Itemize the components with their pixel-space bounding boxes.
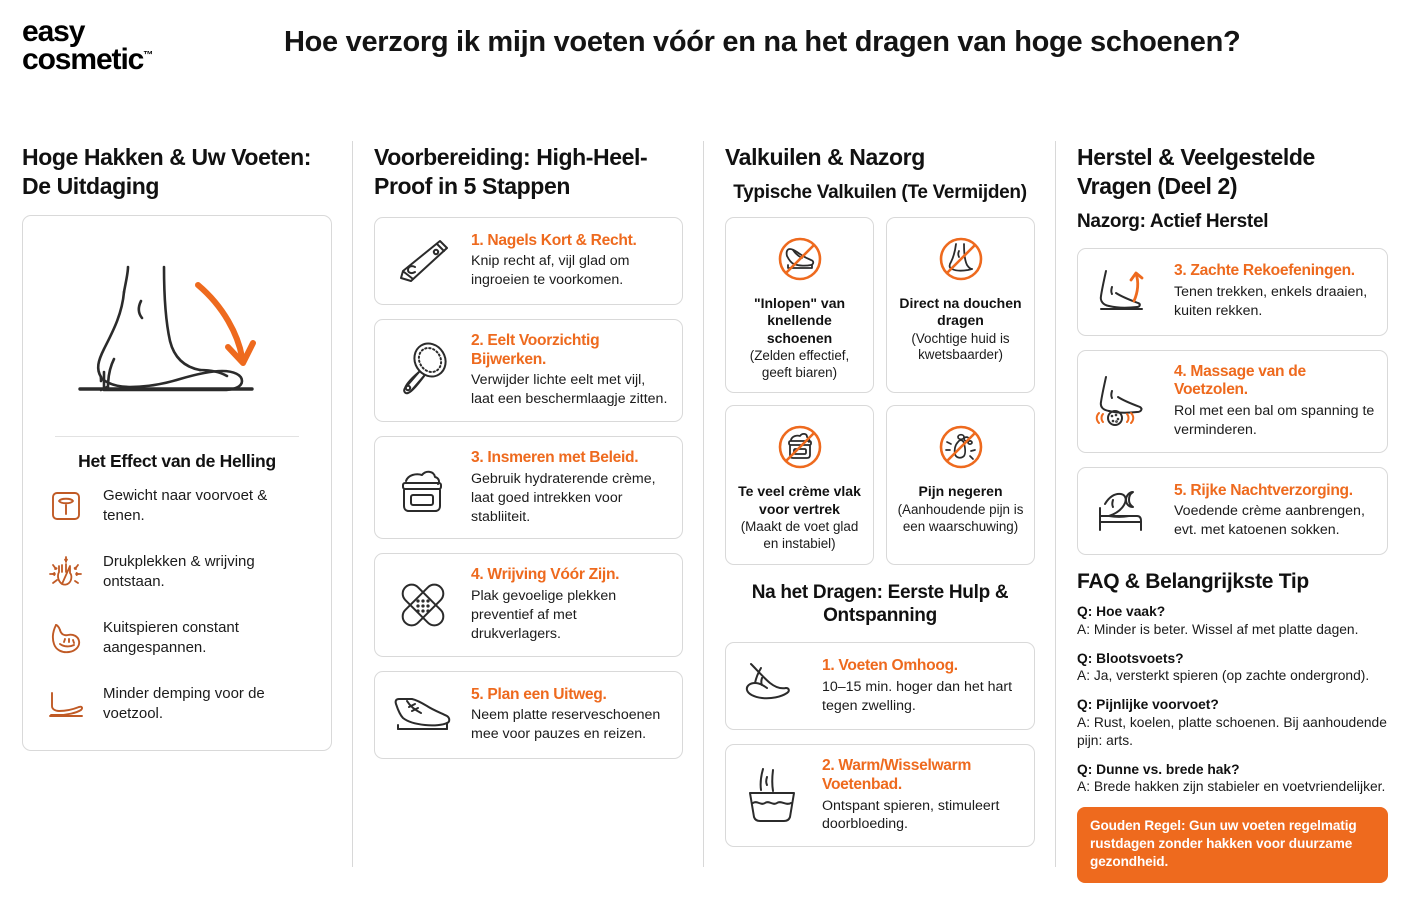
step-description: Knip recht af, vijl glad om ingroeien te voorkomen. xyxy=(471,253,630,289)
page-title: Hoe verzorg ik mijn voeten vóór en na het dragen van hoge schoenen? xyxy=(284,26,1241,58)
step-description: Ontspant spieren, stimuleert doorbloeding. xyxy=(822,797,1000,833)
step-title: 5. Plan een Uitweg. xyxy=(471,685,607,703)
pitfall-note: (Maakt de voet glad en instabiel) xyxy=(740,519,859,552)
pitfall-note: (Vochtige huid is kwetsbaarder) xyxy=(911,330,1010,363)
faq-question: Q: Pijnlijke voorvoet? xyxy=(1077,697,1219,713)
aftercare-section-title: Na het Dragen: Eerste Hulp & Ontspanning xyxy=(751,581,1009,627)
column1-title: Hoge Hakken & Uw Voeten: De Uitdaging xyxy=(22,144,312,199)
aftercare-step-card xyxy=(725,642,1035,730)
list-item xyxy=(43,682,313,726)
pitfall-card xyxy=(725,217,874,394)
step-description: Tenen trekken, enkels draaien, kuiten rekken. xyxy=(1174,284,1368,320)
step-title: 2. Eelt Voorzichtig Bijwerken. xyxy=(471,331,600,368)
foot-bath-basin-icon xyxy=(736,765,812,827)
step-card xyxy=(374,217,683,305)
list-item-label: Kuitspieren constant aangespannen. xyxy=(103,618,239,656)
step-title: 4. Wrijving Vóór Zijn. xyxy=(471,566,620,584)
step-title: 2. Warm/Wisselwarm Voetenbad. xyxy=(822,757,972,793)
pitfall-title: Te veel crème vlak voor vertrek xyxy=(738,483,861,517)
foot-sole-icon xyxy=(43,682,89,726)
list-item xyxy=(43,484,313,528)
column-recovery-faq xyxy=(1055,135,1408,885)
no-pain-foot-icon xyxy=(895,418,1026,476)
nail-clipper-icon xyxy=(385,230,461,292)
step-card xyxy=(374,319,683,422)
foot-stretch-arrow-icon xyxy=(1088,261,1164,323)
faq-item xyxy=(1077,761,1388,797)
step-description: Neem platte reserveschoenen mee voor pauzes en reizen. xyxy=(471,707,661,743)
step-title: 1. Voeten Omhoog. xyxy=(822,656,958,674)
column3-title: Valkuilen & Nazorg xyxy=(725,144,925,170)
pressure-friction-hand-icon xyxy=(43,550,89,594)
flexed-muscle-icon xyxy=(43,616,89,660)
step-title: 3. Insmeren met Beleid. xyxy=(471,449,639,467)
hero-subtitle: Het Effect van de Helling xyxy=(78,450,276,471)
faq-list xyxy=(1077,603,1388,796)
recovery-step-card xyxy=(1077,350,1388,453)
pitfall-card xyxy=(886,217,1035,394)
column4-title: Herstel & Veelgestelde Vragen (Deel 2) xyxy=(1077,144,1315,199)
brand-logo-line2: cosmetic xyxy=(22,42,144,76)
cream-jar-icon xyxy=(385,457,461,519)
pitfall-card xyxy=(886,405,1035,564)
high-heel-shoe-with-down-arrow-icon xyxy=(37,232,317,428)
faq-answer: A: Brede hakken zijn stabieler en voetvriendelijker. xyxy=(1077,779,1386,795)
step-description: Verwijder lichte eelt met vijl, laat een beschermlaagje zitten. xyxy=(471,372,668,408)
pitfall-card xyxy=(725,405,874,564)
list-item xyxy=(43,550,313,594)
bathroom-scale-icon xyxy=(43,484,89,528)
step-description: 10–15 min. hoger dan het hart tegen zwelling. xyxy=(822,678,1013,714)
column-preparation xyxy=(352,135,703,885)
faq-answer: A: Ja, versterkt spieren (op zachte ondergrond). xyxy=(1077,668,1370,684)
column-challenge xyxy=(0,135,352,885)
faq-section-title: FAQ & Belangrijkste Tip xyxy=(1077,569,1309,593)
foot-in-bed-moon-icon xyxy=(1088,480,1164,542)
list-item-label: Minder demping voor de voetzool. xyxy=(103,684,265,722)
step-description: Voedende crème aanbrengen, evt. met katoenen sokken. xyxy=(1174,503,1365,539)
step-card xyxy=(374,553,683,656)
faq-question: Q: Hoe vaak? xyxy=(1077,604,1166,620)
faq-question: Q: Dunne vs. brede hak? xyxy=(1077,761,1240,777)
faq-question: Q: Blootsvoets? xyxy=(1077,650,1184,666)
no-wet-foot-icon xyxy=(895,230,1026,288)
pitfall-title: "Inlopen" van knellende schoenen xyxy=(753,294,846,346)
step-description: Rol met een bal om spanning te verminderen. xyxy=(1174,403,1375,438)
heel-challenge-card xyxy=(22,215,332,751)
pitfall-title: Direct na douchen dragen xyxy=(899,294,1022,329)
faq-answer: A: Rust, koelen, platte schoenen. Bij aanhoudende pijn: arts. xyxy=(1077,714,1387,748)
foot-file-icon xyxy=(385,340,461,402)
effects-list xyxy=(37,484,317,726)
step-title: 4. Massage van de Voetzolen. xyxy=(1174,362,1306,399)
step-description: Plak gevoelige plekken preventief af met drukverlagers. xyxy=(471,588,617,642)
foot-on-pillow-icon xyxy=(736,655,812,717)
brand-logo-line1: easy xyxy=(22,15,85,48)
pitfall-note: (Aanhoudende pijn is een waarschuwing) xyxy=(897,501,1024,534)
faq-item xyxy=(1077,650,1388,686)
recovery-step-card xyxy=(1077,467,1388,555)
recovery-step-card xyxy=(1077,248,1388,336)
faq-item xyxy=(1077,603,1388,639)
pitfalls-grid xyxy=(725,217,1035,565)
bandage-plaster-icon xyxy=(385,574,461,636)
golden-rule-banner: Gouden Regel: Gun uw voeten regelmatig rustdagen zonder hakken voor duurzame gezondheid. xyxy=(1077,807,1388,882)
step-card xyxy=(374,436,683,539)
flat-shoe-icon xyxy=(385,684,461,746)
faq-answer: A: Minder is beter. Wissel af met platte dagen. xyxy=(1077,621,1359,637)
list-item-label: Gewicht naar voorvoet & tenen. xyxy=(103,486,268,524)
recovery-section-title: Nazorg: Actief Herstel xyxy=(1077,210,1269,232)
list-item-label: Drukplekken & wrijving ontstaan. xyxy=(103,552,255,590)
pitfall-title: Pijn negeren xyxy=(918,483,1003,500)
pitfall-note: (Zelden effectief, geeft biaren) xyxy=(749,348,850,380)
aftercare-step-card xyxy=(725,744,1035,847)
column-pitfalls xyxy=(703,135,1055,885)
step-title: 3. Zachte Rekoefeningen. xyxy=(1174,262,1355,280)
step-card xyxy=(374,671,683,759)
page-header xyxy=(0,0,1408,135)
hero-divider xyxy=(55,436,299,437)
no-tight-shoe-icon xyxy=(734,230,865,288)
brand-logo xyxy=(22,14,284,76)
foot-massage-ball-icon xyxy=(1088,370,1164,432)
list-item xyxy=(43,616,313,660)
step-title: 5. Rijke Nachtverzorging. xyxy=(1174,481,1353,499)
pitfalls-section-title: Typische Valkuilen (Te Vermijden) xyxy=(733,181,1027,203)
brand-trademark-symbol: ™ xyxy=(143,49,154,61)
faq-item xyxy=(1077,696,1388,750)
no-cream-jar-icon xyxy=(734,418,865,476)
step-description: Gebruik hydraterende crème, laat goed intrekken voor stabliiteit. xyxy=(471,470,656,525)
column2-title: Voorbereiding: High-Heel-Proof in 5 Stappen xyxy=(374,144,648,199)
columns-container xyxy=(0,135,1408,885)
step-title: 1. Nagels Kort & Recht. xyxy=(471,231,637,249)
